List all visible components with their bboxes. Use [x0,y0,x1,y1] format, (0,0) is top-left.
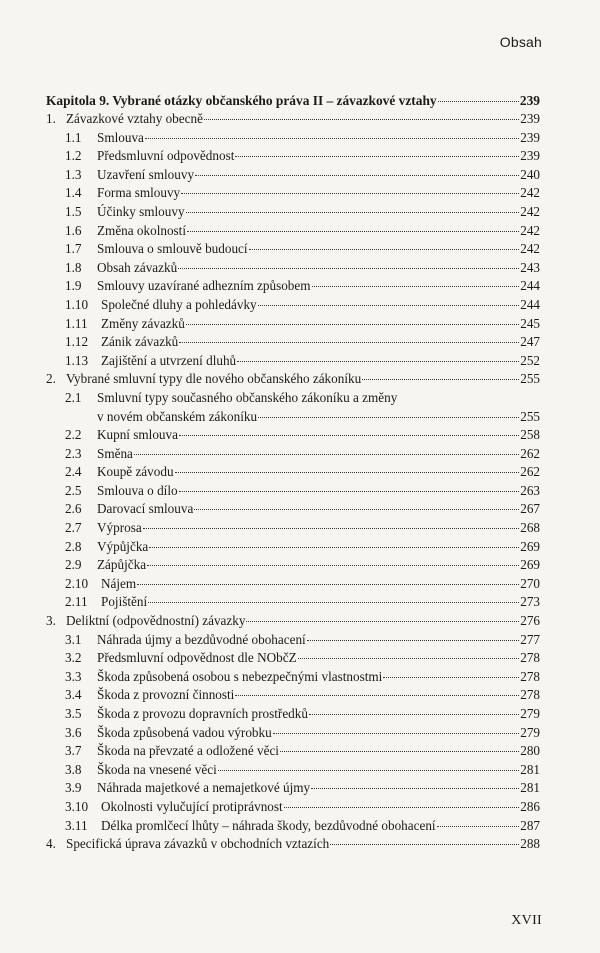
toc-entry-page: 268 [520,520,540,536]
dot-leader [186,323,519,325]
toc-entry [46,129,540,148]
toc-entry-page: 255 [520,371,540,387]
toc-entry-number: 1.11 [65,315,88,331]
toc-entry-page: 263 [520,482,540,498]
toc-entry-page: 281 [520,780,540,796]
toc-entry-page: 242 [520,222,540,238]
toc-entry [46,147,540,166]
toc-entry-page: 243 [520,259,540,275]
toc-entry-number: 3.5 [65,706,82,721]
dot-leader [298,657,520,659]
dot-leader [181,192,519,194]
toc-entry-title: Škoda způsobená osobou s nebezpečnými vlastnostmi [97,668,383,684]
toc-entry-number: 3.10 [65,798,89,814]
toc-entry-title: Zápůjčka [97,557,147,573]
toc-entry-title: Předsmluvní odpovědnost dle NObčZ [97,650,297,666]
toc-entry-number: 3. [46,613,56,629]
toc-entry [46,315,540,334]
toc-entry-title: Specifická úprava závazků v obchodních vztazích [66,836,330,852]
dot-leader [145,137,519,139]
toc-entry [46,779,540,798]
toc-entry [46,277,540,296]
dot-leader [187,230,519,232]
toc-entry [46,370,540,389]
dot-leader [175,471,520,473]
toc-entry-page: 279 [520,724,540,740]
toc-entry-title: Předsmluvní odpovědnost [97,148,235,164]
toc-entry-page: 262 [520,445,540,461]
toc-entry [46,259,540,278]
dot-leader [149,546,519,548]
toc-entry-page: 281 [520,761,540,777]
dot-leader [438,100,519,102]
dot-leader [179,434,519,436]
toc-entry [46,222,540,241]
toc-entry-page: 279 [520,706,540,721]
toc-entry [46,482,540,501]
toc-entry [46,463,540,482]
toc-entry [46,705,540,724]
dot-leader [194,508,519,510]
toc-entry-title: Kapitola 9. Vybrané otázky občanského práva II – závazkové vztahy [46,93,437,108]
toc-entry-number: 2.2 [65,427,82,443]
toc-entry [46,445,540,464]
toc-entry-number: 3.6 [65,724,82,740]
toc-entry-title: Společné dluhy a pohledávky [101,296,257,312]
toc-entry [46,519,540,538]
dot-leader [178,267,519,269]
toc-entry-number: 4. [46,836,56,852]
toc-entry [46,556,540,575]
toc-entry [46,817,540,836]
toc-entry [46,631,540,650]
toc-entry [46,538,540,557]
toc-entry-title: Délka promlčecí lhůty – náhrada škody, bezdůvodné obohacení [101,817,436,833]
toc-entry-number: 3.4 [65,687,82,703]
toc-entry-title: Zánik závazků [101,334,179,350]
toc-entry-title: Škoda způsobená vadou výrobku [97,724,272,740]
toc-entry-title: Vybrané smluvní typy dle nového občanského zákoníku [66,371,362,387]
toc-entry-page: 239 [520,111,540,126]
toc-entry-page: 239 [519,93,540,108]
toc-entry-page: 245 [520,315,540,331]
dot-leader [137,583,519,585]
dot-leader [280,750,519,752]
toc-entry-page: 242 [520,241,540,257]
toc-entry-title: Škoda z provozní činnosti [97,687,235,703]
toc-entry-page: 239 [520,129,540,145]
toc-entry [46,110,540,129]
toc-entry-number: 2.8 [65,538,82,554]
toc-entry-page: 278 [520,650,540,666]
toc-entry-page: 277 [520,631,540,647]
page-number: XVII [511,913,542,928]
dot-leader [148,601,519,603]
toc-entry-page: 258 [520,427,540,443]
toc-entry-title: Smluvní typy současného občanského zákoníku a změny [97,389,398,405]
toc-entry-number: 1. [46,111,56,126]
toc-entry [46,240,540,259]
toc-entry-number: 1.1 [65,129,82,145]
toc-entry-page: 255 [520,408,540,424]
toc-entry [46,798,540,817]
toc-entry-number: 2.11 [65,594,88,610]
toc-entry-number: 1.13 [65,352,89,368]
toc-entry-page: 287 [520,817,540,833]
toc-entry [46,724,540,743]
dot-leader [284,806,520,808]
toc-entry-number: 3.7 [65,743,82,759]
toc-entry-title: Smlouvy uzavírané adhezním způsobem [97,278,311,294]
dot-leader [258,304,520,306]
toc-entry-number: 1.12 [65,334,89,350]
dot-leader [383,676,519,678]
toc-entry-title: Uzavření smlouvy [97,166,195,182]
toc-entry-number: 1.10 [65,296,89,312]
toc-entry-page: 242 [520,203,540,219]
toc-entry [46,649,540,668]
toc-entry [46,296,540,315]
toc-entry-number: 1.4 [65,185,82,201]
toc-entry-title: Výpůjčka [97,538,149,554]
dot-leader [235,694,519,696]
toc-entry-title: Koupě závodu [97,464,174,480]
dot-leader [179,490,520,492]
dot-leader [273,732,520,734]
toc-entry-number: 1.3 [65,166,82,182]
dot-leader [311,787,519,789]
dot-leader [147,564,519,566]
toc-entry-number: 2.7 [65,520,82,536]
toc-entry [46,742,540,761]
dot-leader [186,211,520,213]
toc-entry [46,426,540,445]
toc-entry-number: 2.1 [65,389,82,405]
toc-entry-title: v novém občanském zákoníku [97,408,258,424]
toc-entry-number: 1.9 [65,278,82,294]
toc-entry [46,352,540,371]
dot-leader [179,341,519,343]
dot-leader [309,713,519,715]
toc-entry [46,575,540,594]
toc-entry-number: 1.8 [65,259,82,275]
toc-entry-title: Zajištění a utvrzení dluhů [101,352,237,368]
toc-entry-page: 286 [520,798,540,814]
toc-entry [46,166,540,185]
toc-entry-page: 240 [520,166,540,182]
dot-leader [204,118,519,120]
toc-entry-page: 269 [520,557,540,573]
toc-entry-page: 278 [520,668,540,684]
toc-entry-title: Obsah závazků [97,259,178,275]
toc-entry-number: 3.11 [65,817,88,833]
toc-entry-title: Deliktní (odpovědnostní) závazky [66,613,246,629]
toc-entry-title: Účinky smlouvy [97,203,185,219]
toc-entry-title: Změna okolností [97,222,187,238]
toc-entry [46,500,540,519]
toc-entry-page: 239 [520,148,540,164]
dot-leader [195,174,519,176]
toc-entry-page: 252 [520,352,540,368]
dot-leader [235,155,519,157]
toc-entry-number: 1.5 [65,203,82,219]
toc-entry [46,389,540,408]
toc-entry-page: 288 [520,836,540,852]
dot-leader [143,527,520,529]
toc-entry-title: Smlouva o smlouvě budoucí [97,241,248,257]
dot-leader [249,248,520,250]
toc-entry-title: Smlouva o dílo [97,482,178,498]
toc-entry [46,761,540,780]
toc-entry [46,668,540,687]
toc-entry-title: Náhrada majetkové a nemajetkové újmy [97,780,311,796]
toc-entry-title: Závazkové vztahy obecně [66,111,203,126]
running-head: Obsah [499,34,542,50]
dot-leader [312,285,520,287]
toc-entry [46,91,540,110]
toc-entry [46,184,540,203]
toc-entry-page: 244 [520,278,540,294]
toc-entry-number: 1.7 [65,241,82,257]
toc-entry [46,203,540,222]
toc-entry-page: 267 [520,501,540,517]
toc-entry-number: 2.9 [65,557,82,573]
toc-entry-page: 269 [520,538,540,554]
dot-leader [307,639,519,641]
toc-entry-title: Darovací smlouva [97,501,194,517]
toc-entry-page: 244 [520,296,540,312]
dot-leader [437,825,520,827]
toc-entry-number: 2.10 [65,575,89,591]
toc-entry-page: 276 [520,613,540,629]
toc-entry-number: 3.2 [65,650,82,666]
toc-entry-number: 2.3 [65,445,82,461]
toc-entry-title: Škoda z provozu dopravních prostředků [97,706,308,721]
toc-entry-page: 270 [520,575,540,591]
dot-leader [134,453,519,455]
toc-entry-title: Smlouva [97,129,144,145]
toc-entry-number: 1.2 [65,148,82,164]
toc-entry-title: Kupní smlouva [97,427,178,443]
toc-entry-title: Škoda na vnesené věci [97,761,217,777]
dot-leader [237,360,519,362]
toc-entry [46,612,540,631]
toc-entry-number: 3.9 [65,780,82,796]
toc-entry-number: 3.3 [65,668,82,684]
toc-entry [46,333,540,352]
toc-entry-number: 2.6 [65,501,82,517]
toc-entry-title: Okolnosti vylučující protiprávnost [101,798,283,814]
toc-entry-title: Směna [97,445,133,461]
toc-entry-page: 273 [520,594,540,610]
dot-leader [330,843,519,845]
toc-entry-page: 247 [520,334,540,350]
toc-entry-title: Forma smlouvy [97,185,181,201]
toc-entry-title: Změny závazků [101,315,185,331]
toc-entry-page: 280 [520,743,540,759]
dot-leader [218,769,519,771]
toc-entry-title: Nájem [101,575,137,591]
dot-leader [362,378,519,380]
table-of-contents [46,91,540,854]
toc-entry [46,593,540,612]
toc-entry [46,408,540,427]
toc-entry-number: 2.5 [65,482,82,498]
toc-entry-number: 3.8 [65,761,82,777]
toc-entry-title: Pojištění [101,594,148,610]
toc-entry-page: 242 [520,185,540,201]
toc-entry-page: 278 [520,687,540,703]
dot-leader [258,416,519,418]
toc-entry-title: Výprosa [97,520,142,536]
toc-entry-title: Škoda na převzaté a odložené věci [97,743,279,759]
toc-entry-number: 2. [46,371,56,387]
toc-entry-number: 2.4 [65,464,82,480]
dot-leader [246,620,519,622]
toc-entry [46,835,540,854]
toc-entry-title: Náhrada újmy a bezdůvodné obohacení [97,631,306,647]
toc-entry [46,686,540,705]
toc-entry-page: 262 [520,464,540,480]
toc-entry-number: 3.1 [65,631,82,647]
toc-entry-number: 1.6 [65,222,82,238]
